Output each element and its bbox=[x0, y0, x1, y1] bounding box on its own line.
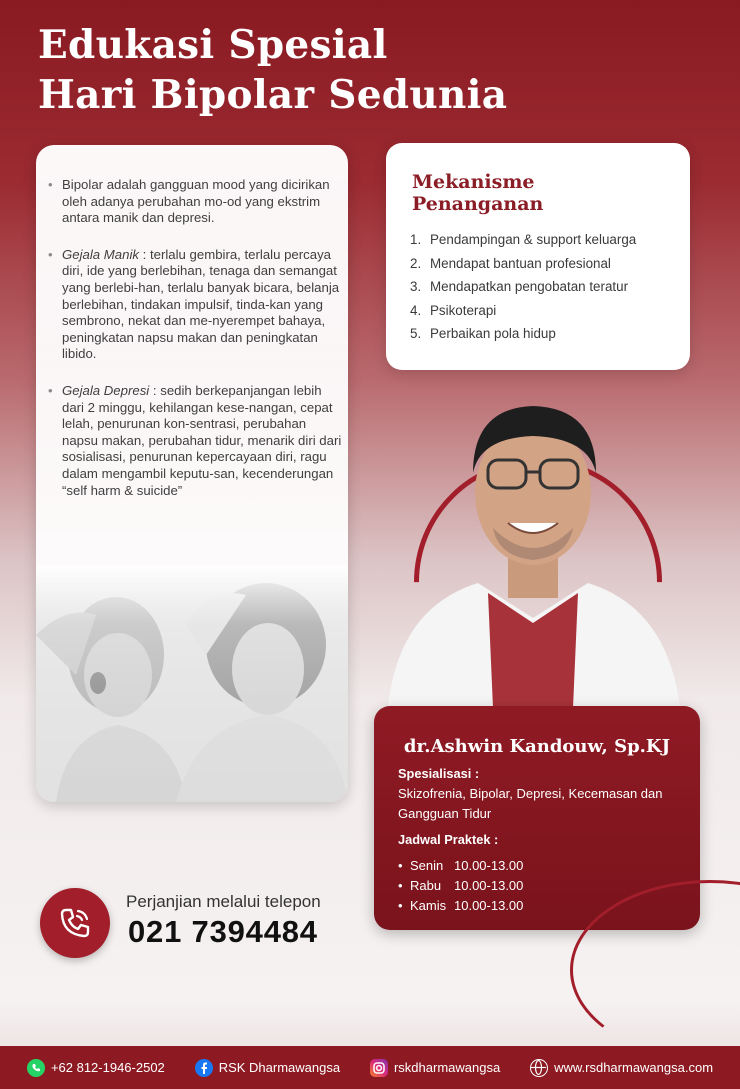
schedule-item bbox=[398, 896, 523, 916]
schedule-item bbox=[398, 876, 523, 896]
footer-bar bbox=[0, 1046, 740, 1089]
schedule-label: Jadwal Praktek : bbox=[398, 832, 499, 847]
footer-facebook[interactable] bbox=[195, 1059, 340, 1077]
instagram-icon bbox=[370, 1059, 388, 1077]
title-line-2: Hari Bipolar Sedunia bbox=[38, 72, 508, 118]
item-text: Mendapat bantuan profesional bbox=[430, 255, 611, 271]
phone-number[interactable]: 021 7394484 bbox=[128, 914, 318, 949]
appointment-label: Perjanjian melalui telepon bbox=[126, 892, 321, 911]
poster-title bbox=[38, 20, 658, 120]
specialization-value: Skizofrenia, Bipolar, Depresi, Kecemasan dan Gangguan Tidur bbox=[398, 786, 663, 821]
item-number: 1. bbox=[410, 232, 422, 247]
title-line-1: Edukasi Spesial bbox=[38, 22, 388, 68]
phone-call-button[interactable] bbox=[40, 888, 110, 958]
schedule-time: 10.00-13.00 bbox=[454, 858, 524, 873]
definition-text: Bipolar adalah gangguan mood yang dicirikan oleh adanya perubahan mo-od yang ekstrim antara manik dan depresi. bbox=[62, 177, 330, 226]
treatment-item bbox=[410, 275, 690, 299]
bipolar-info-list bbox=[46, 177, 342, 519]
treatment-item bbox=[410, 228, 690, 252]
treatment-title bbox=[412, 171, 672, 215]
whatsapp-number: +62 812-1946-2502 bbox=[50, 1060, 165, 1075]
treatment-card bbox=[386, 143, 690, 370]
schedule-time: 10.00-13.00 bbox=[454, 878, 524, 893]
treatment-item bbox=[410, 252, 690, 276]
info-bullet-depression bbox=[46, 383, 342, 499]
instagram-handle: rskdharmawangsa bbox=[393, 1060, 501, 1075]
item-text: Psikoterapi bbox=[430, 302, 497, 318]
website-url: www.rsdharmawangsa.com bbox=[554, 1060, 714, 1075]
bullet-dot-icon: • bbox=[48, 177, 53, 192]
item-number: 2. bbox=[410, 255, 422, 271]
depression-text: : sedih berkepanjangan lebih dari 2 minggu, kehilangan kese-nangan, cepat lelah, penurunan kon-sentrasi, perubahan napsu makan, perubahan tidur, menarik diri dari sosialisasi, penurunan kepercayaan diri, ragu dalam mengambil keputu-san, kecenderungan “self harm & suicide” bbox=[62, 382, 342, 498]
item-text: Mendapatkan pengobatan teratur bbox=[430, 279, 629, 295]
footer-whatsapp[interactable] bbox=[27, 1059, 165, 1077]
item-number: 3. bbox=[410, 279, 422, 295]
doctor-photo bbox=[368, 378, 698, 708]
bipolar-info-card bbox=[36, 145, 348, 802]
schedule-day: • Kamis bbox=[398, 896, 454, 916]
schedule-day: • Senin bbox=[398, 856, 454, 876]
women-photo bbox=[36, 565, 348, 802]
treatment-title-line-2: Penanganan bbox=[412, 193, 544, 215]
manic-label: Gejala Manik bbox=[62, 246, 139, 262]
whatsapp-icon bbox=[27, 1059, 45, 1077]
manic-text: : terlalu gembira, terlalu percaya diri, ide yang berlebihan, tenaga dan semangat yang berlebi-han, terlalu banyak bicara, belanja berlebihan, tindakan impulsif, tinda-kan yang sembrono, nekat dan me-nyerempet bahaya, peningkatan napsu makan dan peningkatan libido. bbox=[62, 246, 340, 362]
item-number: 5. bbox=[410, 326, 422, 342]
item-text: Pendampingan & support keluarga bbox=[430, 232, 637, 247]
item-number: 4. bbox=[410, 302, 422, 318]
info-bullet-manic bbox=[46, 247, 342, 363]
footer-website[interactable] bbox=[530, 1059, 713, 1077]
bullet-dot-icon: • bbox=[48, 246, 53, 262]
treatment-item bbox=[410, 299, 690, 323]
globe-icon bbox=[530, 1059, 548, 1077]
footer-instagram[interactable] bbox=[370, 1059, 500, 1077]
facebook-icon bbox=[195, 1059, 213, 1077]
bullet-dot-icon: • bbox=[48, 382, 53, 398]
facebook-name: RSK Dharmawangsa bbox=[218, 1060, 341, 1075]
schedule-time: 10.00-13.00 bbox=[454, 898, 524, 913]
treatment-title-line-1: Mekanisme bbox=[412, 171, 535, 193]
schedule-item bbox=[398, 856, 523, 876]
info-bullet-definition bbox=[46, 177, 342, 227]
treatment-list bbox=[410, 228, 690, 346]
schedule-day: • Rabu bbox=[398, 876, 454, 896]
depression-label: Gejala Depresi bbox=[62, 382, 150, 398]
item-text: Perbaikan pola hidup bbox=[430, 326, 556, 342]
specialization-label: Spesialisasi : bbox=[398, 766, 480, 781]
treatment-item bbox=[410, 322, 690, 346]
doctor-name: dr.Ashwin Kandouw, Sp.KJ bbox=[403, 736, 671, 757]
phone-icon bbox=[57, 905, 93, 941]
schedule-list bbox=[398, 856, 523, 916]
